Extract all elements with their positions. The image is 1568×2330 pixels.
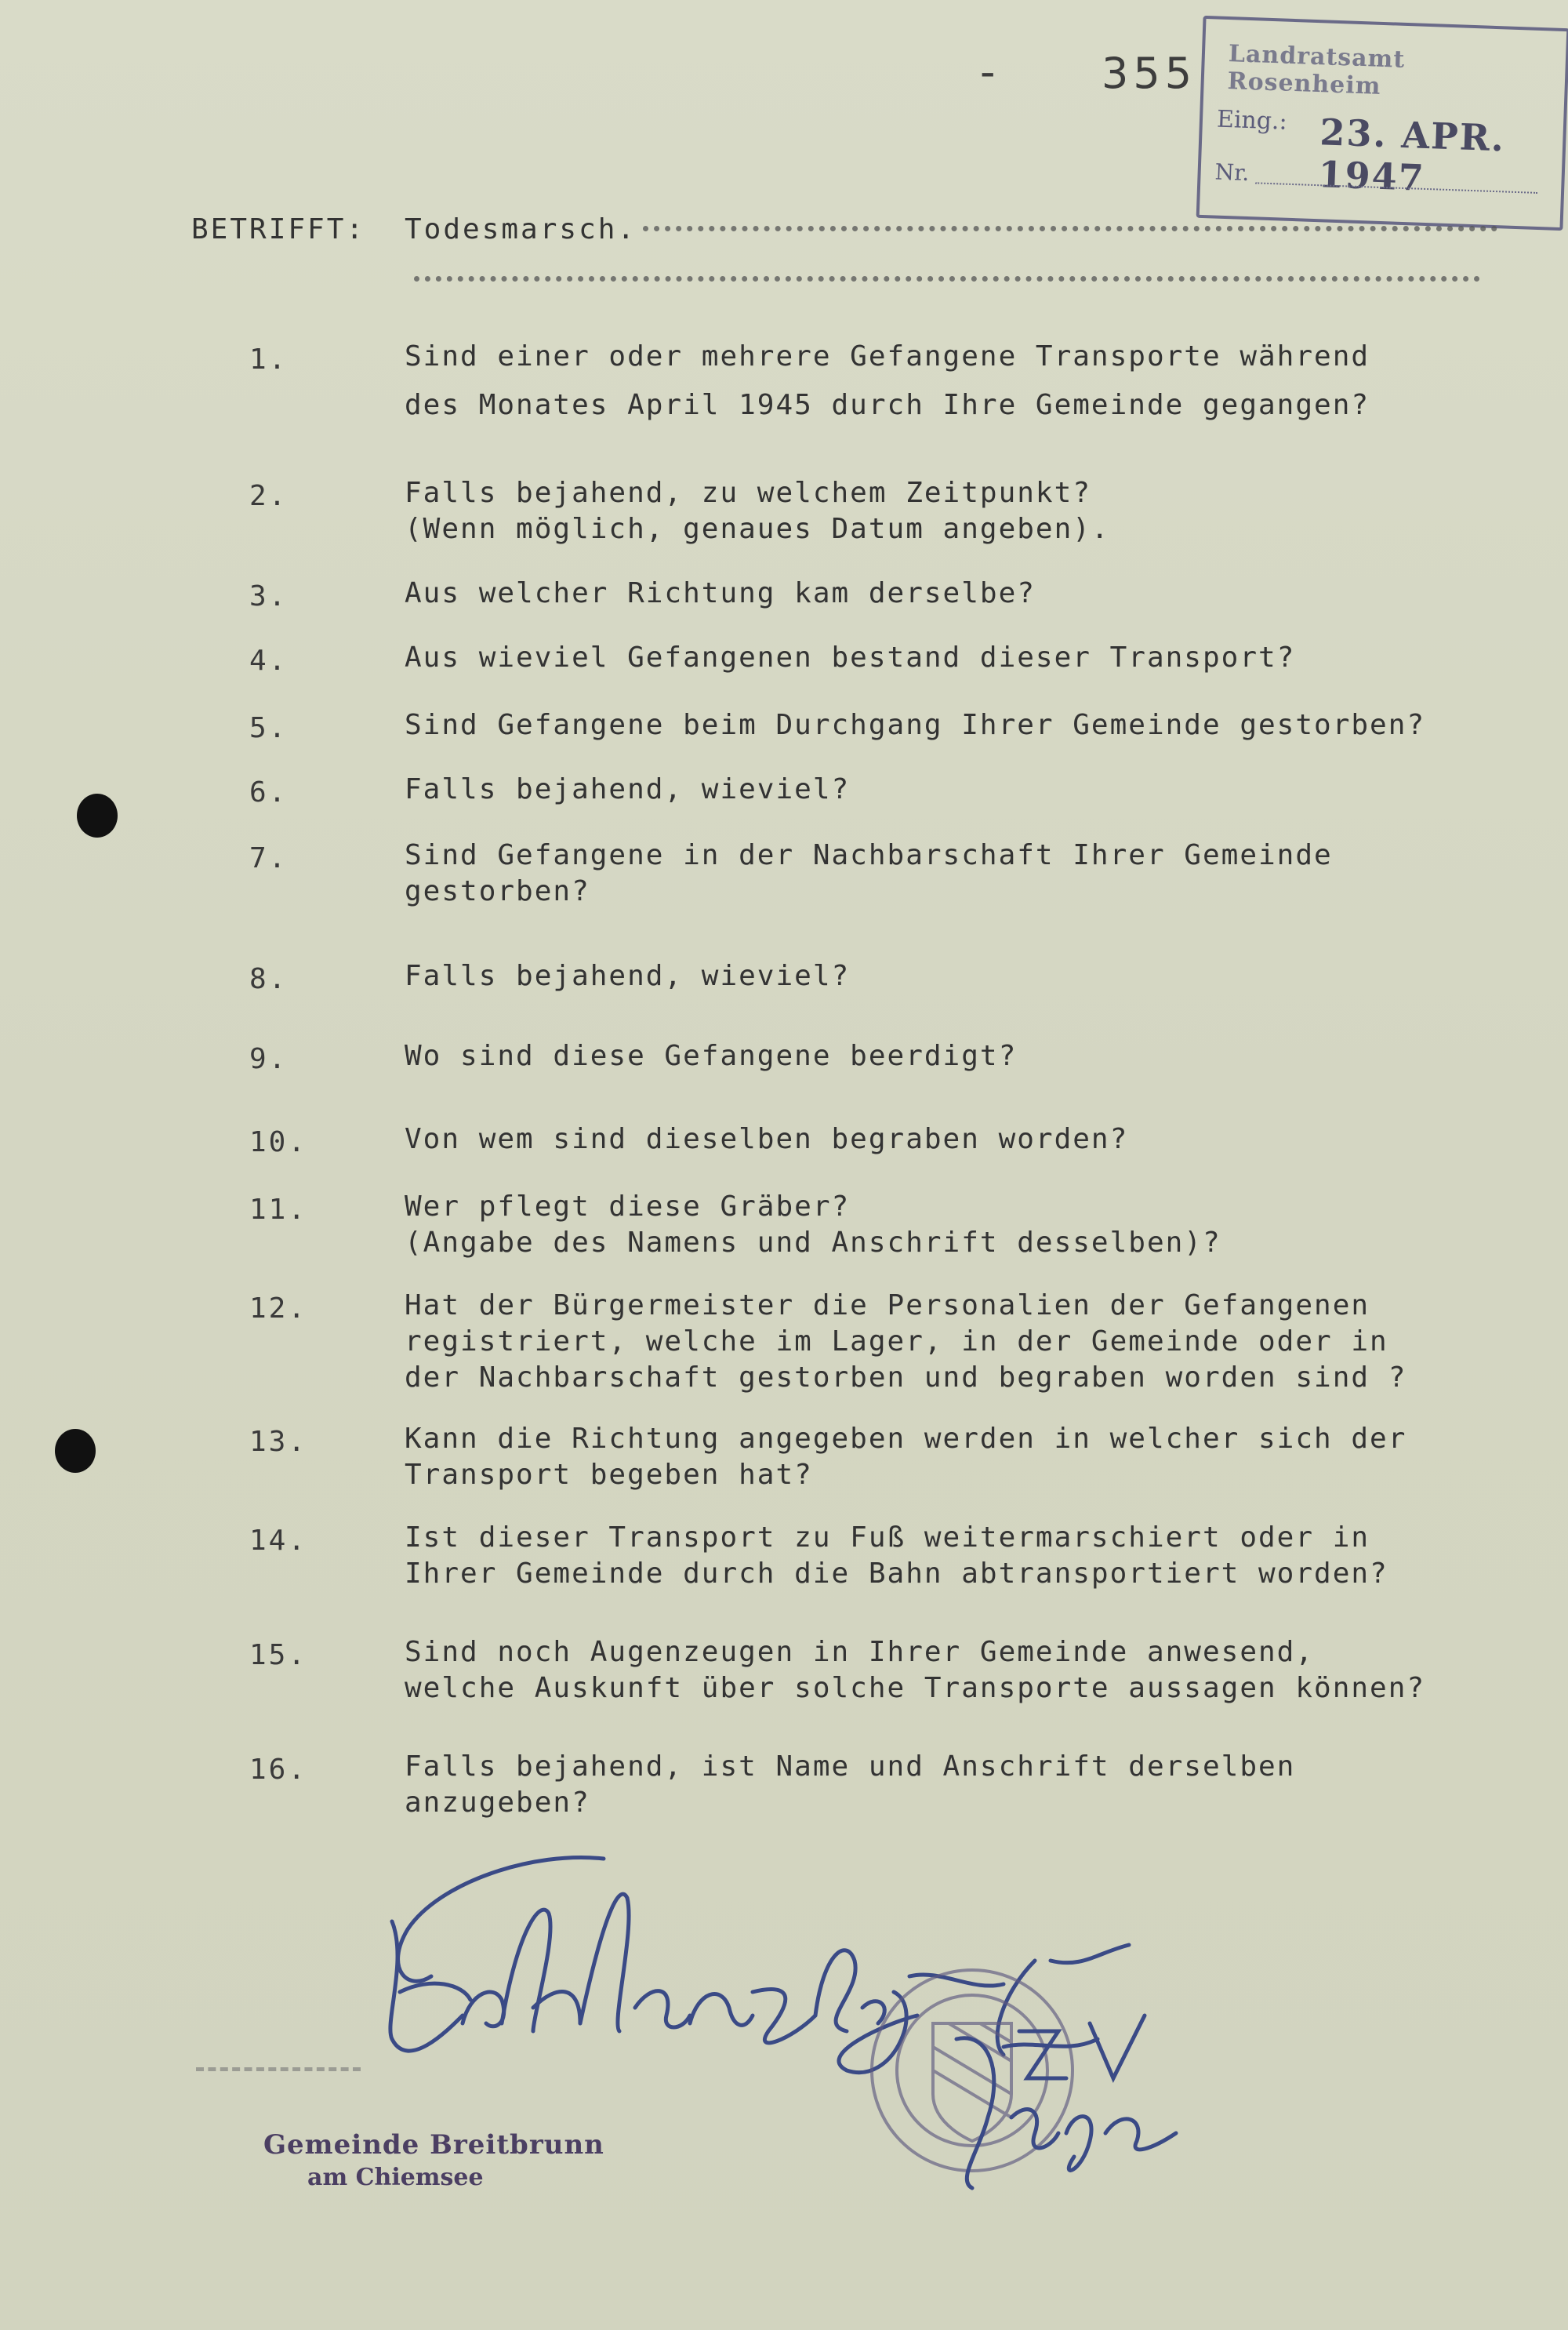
question-number: 14. [249, 1525, 308, 1557]
question-text [405, 640, 1295, 676]
question-line: anzugeben? [405, 1787, 590, 1819]
question-text [405, 339, 1370, 423]
dash-line [196, 2067, 361, 2071]
question-line: registriert, welche im Lager, in der Gemeinde oder in [405, 1325, 1388, 1358]
reference-number: 355 [1102, 49, 1197, 98]
question-number: 15. [249, 1639, 308, 1671]
question-text [405, 1038, 1017, 1074]
question-line: Sind einer oder mehrere Gefangene Transporte während [405, 340, 1370, 373]
question-number: 16. [249, 1754, 308, 1786]
question-line: Falls bejahend, wieviel? [405, 773, 851, 805]
punch-hole [77, 794, 118, 838]
municipality-stamp [263, 2129, 604, 2191]
question-line: der Nachbarschaft gestorben und begraben worden sind ? [405, 1361, 1407, 1394]
question-number: 5. [249, 712, 289, 744]
punch-hole [55, 1429, 96, 1473]
question-number: 9. [249, 1043, 289, 1075]
stamp-date: 23. APR. 1947 [1317, 111, 1506, 199]
question-text [405, 1288, 1406, 1396]
question-line: Sind Gefangene beim Durchgang Ihrer Gemeinde gestorben? [405, 709, 1426, 741]
subject-label: BETRIFFT: [191, 213, 366, 245]
question-text [405, 1749, 1295, 1821]
question-line: Falls bejahend, wieviel? [405, 960, 851, 992]
question-line: (Wenn möglich, genaues Datum angeben). [405, 513, 1110, 545]
received-stamp [1196, 16, 1568, 231]
question-number: 8. [249, 963, 289, 995]
question-number: 11. [249, 1194, 308, 1226]
question-line: gestorben? [405, 875, 590, 907]
question-line: Sind noch Augenzeugen in Ihrer Gemeinde anwesend, [405, 1636, 1315, 1668]
stamp-office: Landratsamt Rosenheim [1227, 40, 1406, 100]
question-text [405, 1421, 1406, 1493]
question-line: Transport begeben hat? [405, 1459, 813, 1491]
stamp-eing-label: Eing.: [1216, 105, 1288, 136]
question-line: Von wem sind dieselben begraben worden? [405, 1123, 1129, 1155]
question-line: Aus wieviel Gefangenen bestand dieser Transport? [405, 642, 1296, 674]
question-number: 4. [249, 645, 289, 677]
zv-initials [1011, 2008, 1168, 2094]
question-text [405, 838, 1333, 910]
question-line: des Monates April 1945 durch Ihre Gemeinde gegangen? [405, 389, 1370, 421]
question-line: welche Auskunft über solche Transporte aussagen können? [405, 1672, 1426, 1704]
subject-dot-line [414, 276, 1480, 282]
question-text [405, 1520, 1388, 1592]
dash-mark: - [980, 47, 1000, 96]
question-line: Sind Gefangene in der Nachbarschaft Ihrer Gemeinde [405, 839, 1333, 871]
question-number: 12. [249, 1292, 308, 1325]
question-text [405, 1189, 1221, 1261]
question-number: 13. [249, 1426, 308, 1458]
question-line: Wer pflegt diese Gräber? [405, 1190, 851, 1223]
question-number: 1. [249, 344, 289, 376]
question-text [405, 772, 850, 808]
question-text [405, 707, 1425, 743]
question-text [405, 1634, 1425, 1707]
question-line: Hat der Bürgermeister die Personalien der Gefangenen [405, 1289, 1370, 1321]
question-line: Ihrer Gemeinde durch die Bahn abtransportiert worden? [405, 1558, 1388, 1590]
question-line: Wo sind diese Gefangene beerdigt? [405, 1040, 1018, 1072]
question-line: (Angabe des Namens und Anschrift desselben)? [405, 1227, 1221, 1259]
question-line: Aus welcher Richtung kam derselbe? [405, 577, 1036, 609]
question-number: 6. [249, 776, 289, 809]
question-number: 10. [249, 1126, 308, 1158]
question-text [405, 958, 850, 994]
subject-value: Todesmarsch. [405, 213, 637, 245]
question-line: Falls bejahend, ist Name und Anschrift derselben [405, 1750, 1296, 1783]
question-text [405, 576, 1036, 612]
subject-dot-leader [643, 226, 1497, 231]
question-text [405, 1121, 1128, 1158]
question-line: Falls bejahend, zu welchem Zeitpunkt? [405, 477, 1091, 509]
stamp-nr-label: Nr. [1214, 158, 1250, 187]
question-line: Ist dieser Transport zu Fuß weitermarschiert oder in [405, 1521, 1370, 1554]
question-line: Kann die Richtung angegeben werden in welcher sich der [405, 1423, 1407, 1455]
municipality-name: Gemeinde Breitbrunn [263, 2129, 604, 2161]
question-text [405, 475, 1110, 547]
municipality-location: am Chiemsee [307, 2164, 484, 2191]
question-number: 3. [249, 580, 289, 612]
question-number: 2. [249, 480, 289, 512]
question-number: 7. [249, 842, 289, 874]
